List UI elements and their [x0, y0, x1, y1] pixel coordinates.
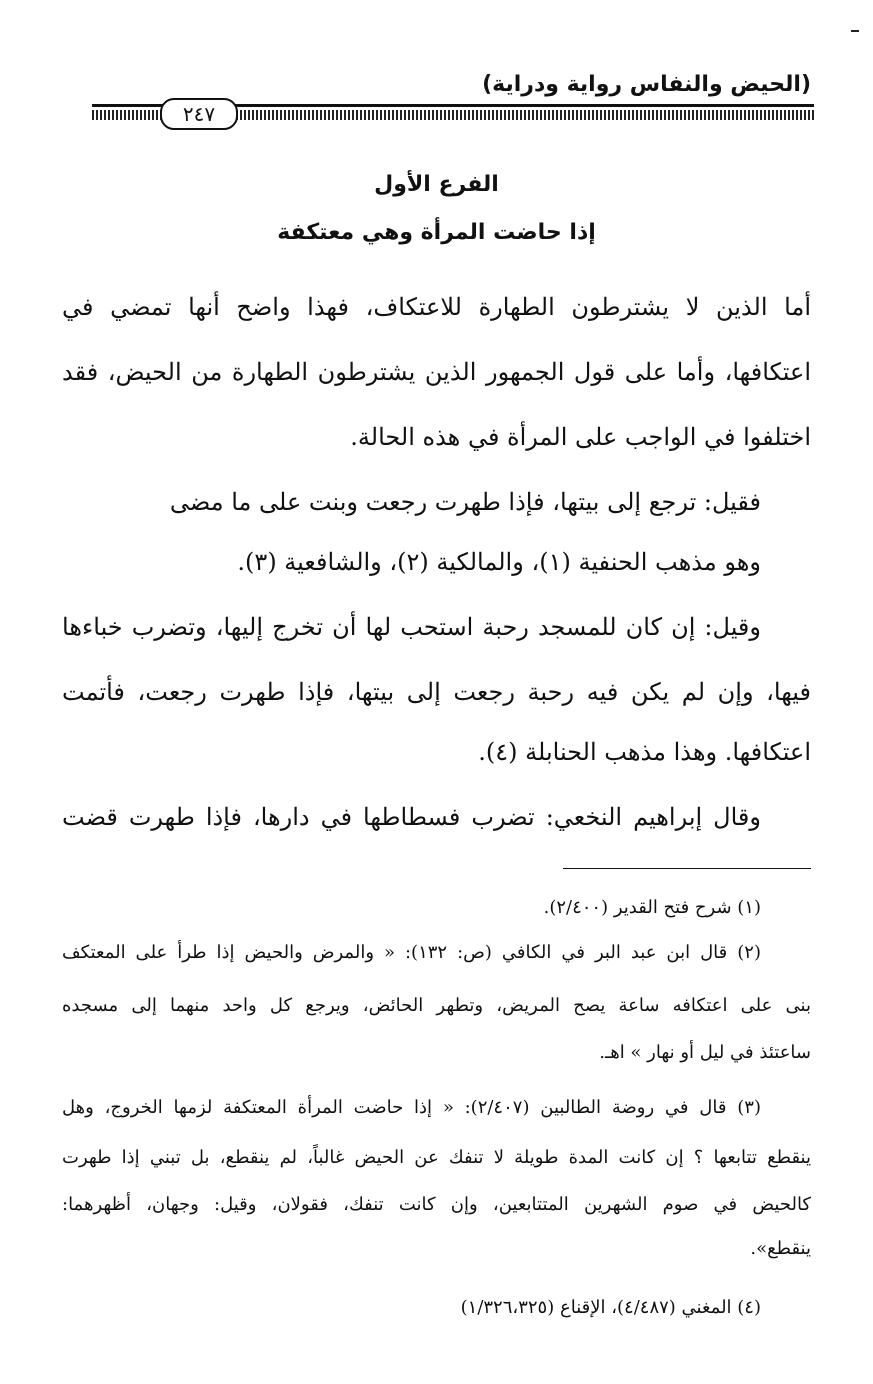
footnote-2: (٢) قال ابن عبد البر في الكافي (ص: ١٣٢): « والمرض والحيض إذا طرأ على المعتكف	[62, 942, 761, 963]
footnote-4: (٤) المغني (٤/٤٨٧)، الإقناع (١/٣٢٦،٣٢٥)	[460, 1297, 761, 1318]
section-subtitle: إذا حاضت المرأة وهي معتكفة	[277, 220, 596, 245]
body-line: أما الذين لا يشترطون الطهارة للاعتكاف، فهذا واضح أنها تمضي في	[62, 293, 811, 321]
footnote-rule	[563, 868, 811, 869]
body-line: فيها، وإن لم يكن فيه رحبة رجعت إلى بيتها، فإذا طهرت رجعت، فأتمت	[62, 678, 811, 706]
footnote-2-cont: بنى على اعتكافه ساعة يصح المريض، وتطهر الحائض، ويرجع كل واحد منهما إلى مسجده	[62, 995, 811, 1016]
footnote-3-cont: كالحيض في صوم الشهرين المتتابعين، وإن كانت تنفك، فقولان، وقيل: وجهان، أظهرهما:	[62, 1194, 811, 1215]
body-line: فقيل: ترجع إلى بيتها، فإذا طهرت رجعت وبنت على ما مضى	[169, 488, 761, 516]
footnote-3-cont: ينقطع تتابعها ؟ إن كانت المدة طويلة لا تنفك عن الحيض غالباً، لم ينقطع، بل تبني إذا طهرت	[62, 1147, 811, 1168]
footnote-3-cont: ينقطع».	[750, 1238, 811, 1259]
corner-mark	[851, 30, 859, 32]
body-line: وقال إبراهيم النخعي: تضرب فسطاطها في دارها، فإذا طهرت قضت	[62, 803, 761, 831]
body-line: وقيل: إن كان للمسجد رحبة استحب لها أن تخرج إليها، وتضرب خباءها	[62, 613, 761, 641]
body-line: اعتكافها. وهذا مذهب الحنابلة (٤).	[478, 738, 811, 766]
section-title: الفرع الأول	[374, 172, 499, 197]
body-line: اعتكافها، وأما على قول الجمهور الذين يشترطون الطهارة من الحيض، فقد	[62, 358, 811, 386]
body-line: وهو مذهب الحنفية (١)، والمالكية (٢)، والشافعية (٣).	[237, 548, 761, 576]
footnote-3: (٣) قال في روضة الطالبين (٢/٤٠٧): « إذا حاضت المرأة المعتكفة لزمها الخروج، وهل	[62, 1097, 761, 1118]
body-line: اختلفوا في الواجب على المرأة في هذه الحالة.	[350, 423, 811, 451]
footnote-1: (١) شرح فتح القدير (٢/٤٠٠).	[543, 897, 761, 918]
footnote-2-cont: ساعتئذ في ليل أو نهار » اهـ.	[599, 1042, 811, 1063]
running-title: (الحيض والنفاس رواية ودراية)	[482, 72, 811, 97]
page-number: ٢٤٧	[160, 98, 238, 130]
